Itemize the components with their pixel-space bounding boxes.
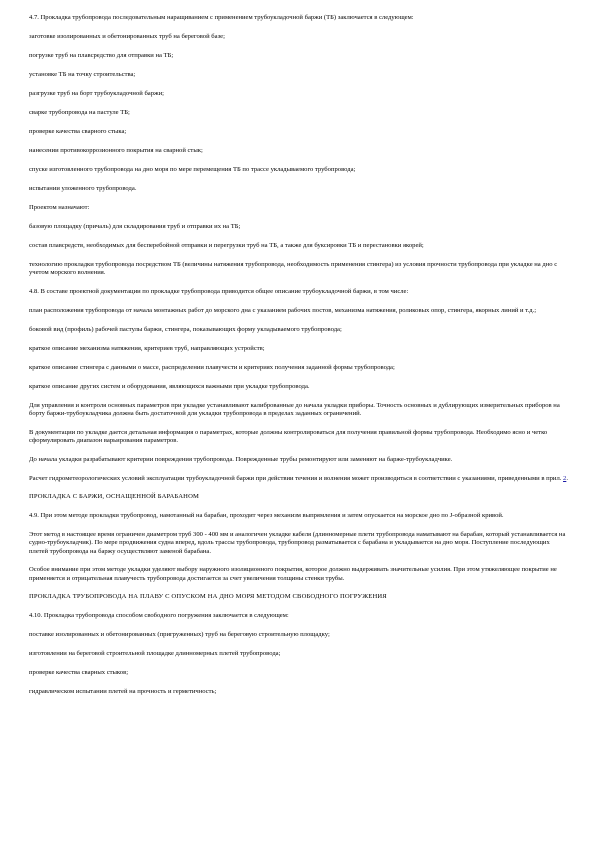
paragraph-text: Расчет гидрометеорологических условий эксплуатации трубоукладочной баржи при действии течения и волнения может производиться в соответствии с указаниями, приведенными в прил. (29, 474, 564, 482)
list-item: план расположения трубопровода от начала монтажных работ до морского дна с указанием рабочих постов, механизма натяжения, роликовых опор, стингера, якорных линий и т.д.; (29, 307, 537, 314)
list-item: краткое описание механизма натяжения, критериев труб, направляющих устройств; (29, 344, 265, 352)
appendix-link[interactable]: 2 (563, 474, 567, 482)
list-item: спуске изготовленного трубопровода на дно моря по мере перемещения ТБ по трассе укладываемого трубопровода; (29, 166, 356, 173)
section-heading-free-sinking: ПРОКЛАДКА ТРУБОПРОВОДА НА ПЛАВУ С ОПУСКОМ НА ДНО МОРЯ МЕТОДОМ СВОБОДНОГО ПОГРУЖЕНИЯ (29, 593, 387, 601)
list-item: проверке качества сварного стыка; (29, 128, 127, 135)
list-item: изготовлении на береговой строительной площадке длинномерных плетей трубопровода; (29, 650, 281, 658)
list-item: сварке трубопровода на пастуле ТБ; (29, 109, 130, 116)
document-page (29, 14, 569, 707)
paragraph: До начала укладки разрабатывают критерии повреждения трубопровода. Поврежденные трубы ремонтируют или заменяют на барже-трубоукладчике. (29, 455, 453, 463)
list-item: разгрузке труб на борт трубоукладочной баржи; (29, 90, 164, 97)
list-item: установке ТБ на точку строительства; (29, 71, 136, 78)
paragraph: Этот метод в настоящее время ограничен диаметром труб 300 - 400 мм и аналогичен укладке кабеля (длинномерные плети трубопровода наматывают на барабан, который устанавливается на судно-трубоукладчик). По мере продвижения судна вперед, вдоль трассы трубопровода, трубопровод разматывается с барабана и укладывается на дно моря. Поступление последующих плетей трубопровода на баржу осуществляют заменой барабана. (29, 531, 566, 555)
paragraph: Особое внимание при этом методе укладки уделяют выбору наружного изоляционного покрытия, которое должно выдерживать значительные усилия. При этом утяжеляющее покрытие не применяется и отрицательная плавучесть трубопровода достигается за счет увеличения толщины стенки трубы. (29, 566, 557, 582)
paragraph: Для управления и контроля основных параметров при укладке устанавливают калиброванные до начала укладки приборы. Точность основных и дублирующих измерительных приборов на борту баржи-трубоукладчика должна быть достаточной для укладки трубопровода в пределах заданных ограничений. (29, 401, 560, 417)
section-heading-drum-barge: ПРОКЛАДКА С БАРЖИ, ОСНАЩЕННОЙ БАРАБАНОМ (29, 493, 200, 501)
paragraph-4-7: 4.7. Прокладка трубопровода последовательным наращиванием с применением трубоукладочной баржи (ТБ) заключается в следующем: (29, 14, 414, 21)
list-item: боковой вид (профиль) рабочей пастулы баржи, стингера, показывающих форму укладываемого трубопровода; (29, 325, 342, 333)
list-item: гидравлическом испытании плетей на прочность и герметичность; (29, 688, 217, 696)
list-item: краткое описание стингера с данными о массе, распределении плавучести и критериях получения заданной формы трубопровода; (29, 363, 395, 371)
paragraph-4-10: 4.10. Прокладка трубопровода способом свободного погружения заключается в следующем: (29, 612, 289, 620)
list-item: краткое описание других систем и оборудования, являющихся важными при укладке трубопровода. (29, 382, 310, 390)
paragraph-text-end: . (566, 474, 568, 482)
list-item: базовую площадку (причаль) для складирования труб и отправки их на ТБ; (29, 223, 241, 230)
paragraph-4-8: 4.8. В составе проектной документации по прокладке трубопровода приводится общее описание трубоукладочной баржи, в том числе: (29, 288, 409, 295)
paragraph: Проектом назначают: (29, 204, 90, 211)
paragraph-4-9: 4.9. При этом методе прокладки трубопровод, намотанный на барабан, проходит через механизм выпрямления и затем опускается на морское дно по J-образной кривой. (29, 512, 504, 520)
list-item: поставке изолированных и обетонированных (пригруженных) труб на береговую строительную площадку; (29, 631, 330, 639)
paragraph: В документации по укладке дается детальная информация о параметрах, которые должны контролироваться для получения правильной формы трубопровода. Необходимо ясно и четко сформулировать диапазон варьирования параметров. (29, 428, 548, 444)
list-item: состав плавсредств, необходимых для бесперебойной отправки и перегрузки труб на ТБ, а также для буксировки ТБ и перестановки якорей; (29, 242, 424, 249)
list-item: испытании уложенного трубопровода. (29, 185, 137, 192)
list-item: заготовке изолированных и обетонированных труб на береговой базе; (29, 33, 225, 40)
list-item: погрузке труб на плавсредство для отправки на ТБ; (29, 52, 174, 59)
list-item: технологию прокладки трубопровода посредством ТБ (величины натяжения трубопровода, необходимость применения стингера) из условия прочности трубопровода при укладке на дно с учетом морского волнения. (29, 261, 558, 277)
paragraph-with-link (29, 475, 569, 483)
list-item: нанесении противокоррозионного покрытия на сварной стык; (29, 147, 203, 154)
list-item: проверке качества сварных стыков; (29, 669, 129, 677)
